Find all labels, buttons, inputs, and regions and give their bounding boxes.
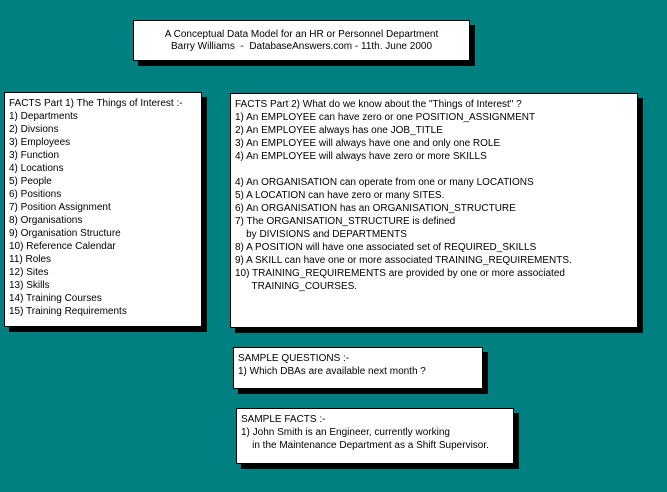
list-item: 6) An ORGANISATION has an ORGANISATION_STRUCTURE	[235, 203, 516, 214]
sample-facts-heading: SAMPLE FACTS :-	[241, 414, 326, 425]
sample-questions-box	[233, 347, 483, 389]
list-item: 10) Reference Calendar	[9, 241, 116, 252]
list-item: 4) An ORGANISATION can operate from one or many LOCATIONS	[235, 177, 534, 188]
list-item: 5) People	[9, 176, 52, 187]
list-item: 4) Locations	[9, 163, 64, 174]
list-item: 9) Organisation Structure	[9, 228, 121, 239]
list-item: 13) Skills	[9, 280, 50, 291]
facts-part2-box	[230, 93, 638, 328]
list-item: 8) Organisations	[9, 215, 83, 226]
list-item: 8) A POSITION will have one associated set of REQUIRED_SKILLS	[235, 242, 537, 253]
list-item: 15) Training Requirements	[9, 306, 127, 317]
list-item: 7) Position Assignment	[9, 202, 111, 213]
spacer	[235, 163, 637, 176]
list-item: 2) An EMPLOYEE always has one JOB_TITLE	[235, 125, 443, 136]
list-item: 9) A SKILL can have one or more associated TRAINING_REQUIREMENTS.	[235, 255, 572, 266]
title-box	[133, 20, 470, 61]
list-item: 5) A LOCATION can have zero or many SITES.	[235, 190, 445, 201]
list-item: 1) Which DBAs are available next month ?	[238, 366, 426, 377]
list-item: TRAINING_COURSES.	[235, 281, 358, 292]
list-item: 7) The ORGANISATION_STRUCTURE is defined	[235, 216, 456, 227]
facts-part1-box	[4, 92, 202, 327]
sample-facts-box	[236, 408, 514, 464]
list-item: 3) An EMPLOYEE will always have one and only one ROLE	[235, 138, 501, 149]
list-item: by DIVISIONS and DEPARTMENTS	[235, 229, 407, 240]
list-item: 6) Positions	[9, 189, 62, 200]
list-item: 2) Divsions	[9, 124, 59, 135]
list-item: 3) Employees	[9, 137, 71, 148]
list-item: 3) Function	[9, 150, 60, 161]
list-item: 12) Sites	[9, 267, 49, 278]
sample-questions-heading: SAMPLE QUESTIONS :-	[238, 353, 350, 364]
list-item: in the Maintenance Department as a Shift Supervisor.	[241, 440, 489, 451]
facts-part2-heading: FACTS Part 2) What do we know about the "Things of Interest" ?	[235, 99, 522, 110]
list-item: 1) John Smith is an Engineer, currently working	[241, 427, 450, 438]
diagram-author: Barry Williams - DatabaseAnswers.com - 11th. June 2000	[170, 41, 433, 52]
list-item: 4) An EMPLOYEE will always have zero or more SKILLS	[235, 151, 487, 162]
list-item: 1) Departments	[9, 111, 78, 122]
list-item: 10) TRAINING_REQUIREMENTS are provided by one or more associated	[235, 268, 565, 279]
list-item: 1) An EMPLOYEE can have zero or one POSITION_ASSIGNMENT	[235, 112, 536, 123]
list-item: 11) Roles	[9, 254, 52, 265]
list-item: 14) Training Courses	[9, 293, 102, 304]
diagram-title: A Conceptual Data Model for an HR or Personnel Department	[164, 29, 439, 40]
facts-part1-heading: FACTS Part 1) The Things of Interest :-	[9, 98, 183, 109]
